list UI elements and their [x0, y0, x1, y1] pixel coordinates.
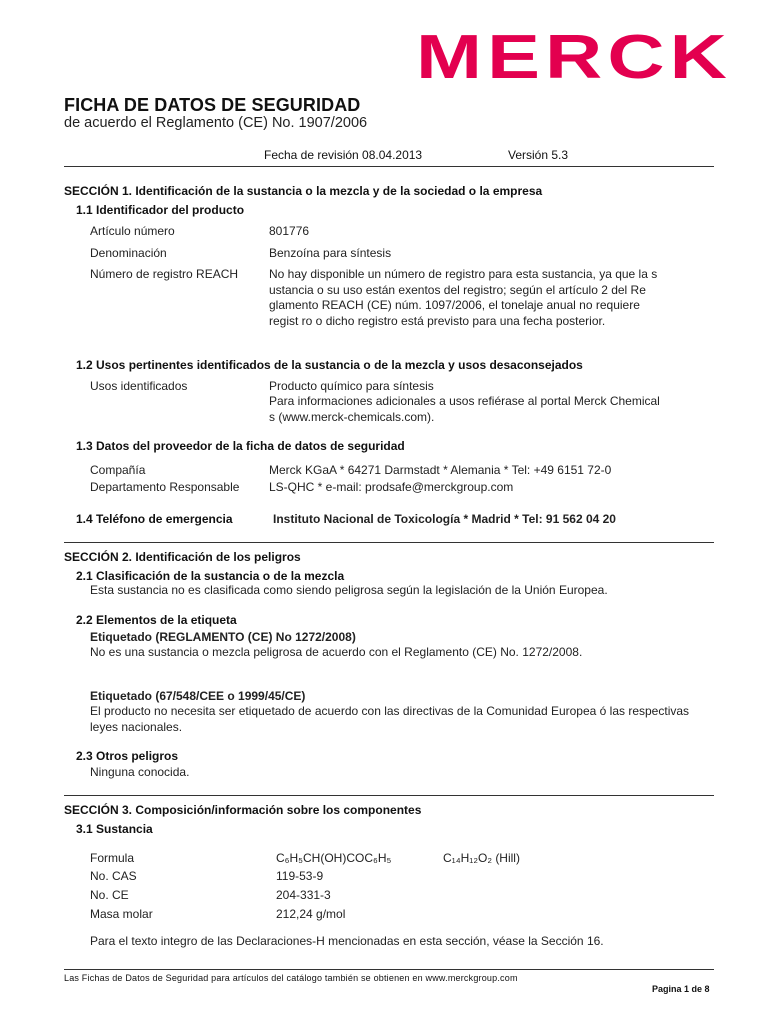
molar-mass-value: 212,24 g/mol	[276, 907, 346, 921]
uses-line-1: Producto químico para síntesis	[269, 379, 434, 393]
label-clp-text: No es una sustancia o mezcla peligrosa de acuerdo con el Reglamento (CE) No. 1272/2008.	[90, 645, 583, 659]
subsection-2-2-heading: 2.2 Elementos de la etiqueta	[76, 613, 237, 627]
cas-value: 119-53-9	[276, 869, 324, 883]
document-subtitle: de acuerdo el Reglamento (CE) No. 1907/2006	[64, 115, 368, 131]
cas-label: No. CAS	[90, 869, 137, 883]
subsection-1-1-heading: 1.1 Identificador del producto	[76, 203, 245, 217]
formula-hill: C₁₄H₁₂O₂ (Hill)	[443, 851, 520, 865]
version: Versión 5.3	[508, 148, 569, 162]
section-3-title: SECCIÓN 3. Composición/información sobre los componentes	[64, 803, 422, 817]
page-number: Pagina 1 de 8	[652, 984, 710, 994]
divider	[64, 542, 714, 543]
label-dsd-heading: Etiquetado (67/548/CEE o 1999/45/CE)	[90, 689, 306, 703]
footer-divider	[64, 969, 714, 970]
label-clp-heading: Etiquetado (REGLAMENTO (CE) No 1272/2008)	[90, 630, 356, 644]
h-statements-note: Para el texto integro de las Declaraciones-H mencionadas en esta sección, véase la Sección 16.	[90, 934, 604, 948]
classification-text: Esta sustancia no es clasificada como siendo peligrosa según la legislación de la Unión Europea.	[90, 583, 608, 597]
uses-label: Usos identificados	[90, 379, 188, 393]
divider	[64, 795, 714, 796]
divider	[64, 166, 714, 167]
company-label: Compañía	[90, 463, 146, 477]
section-1-title: SECCIÓN 1. Identificación de la sustancia o la mezcla y de la sociedad o la empresa	[64, 184, 543, 198]
subsection-2-1-heading: 2.1 Clasificación de la sustancia o de la mezcla	[76, 569, 345, 583]
revision-date: Fecha de revisión 08.04.2013	[264, 148, 423, 162]
company-value: Merck KGaA * 64271 Darmstadt * Alemania * Tel: +49 6151 72-0	[269, 463, 612, 477]
uses-line-2: Para informaciones adicionales a usos refiérase al portal Merck Chemical s (www.merck-chemicals.com).	[269, 394, 660, 424]
subsection-2-3-heading: 2.3 Otros peligros	[76, 749, 179, 763]
subsection-1-4-heading: 1.4 Teléfono de emergencia	[76, 512, 233, 526]
formula-label: Formula	[90, 851, 135, 865]
ce-label: No. CE	[90, 888, 129, 902]
emergency-phone: Instituto Nacional de Toxicología * Madrid * Tel: 91 562 04 20	[273, 512, 616, 526]
label-dsd-text: El producto no necesita ser etiquetado de acuerdo con las directivas de la Comunidad Europea ó las respectivas leyes nacionales.	[90, 704, 690, 734]
section-2-title: SECCIÓN 2. Identificación de los peligros	[64, 550, 301, 564]
subsection-1-2-heading: 1.2 Usos pertinentes identificados de la sustancia o de la mezcla y usos desaconsejados	[76, 358, 583, 372]
denomination-value: Benzoína para síntesis	[269, 246, 392, 260]
article-number-value: 801776	[269, 224, 310, 238]
subsection-1-3-heading: 1.3 Datos del proveedor de la ficha de datos de seguridad	[76, 439, 405, 453]
molar-mass-label: Masa molar	[90, 907, 153, 921]
subsection-3-1-heading: 3.1 Sustancia	[76, 822, 153, 836]
other-hazards-text: Ninguna conocida.	[90, 765, 190, 779]
department-value: LS-QHC * e-mail: prodsafe@merckgroup.com	[269, 480, 514, 494]
footer-text: Las Fichas de Datos de Seguridad para artículos del catálogo también se obtienen en www.merckgroup.com	[64, 973, 518, 983]
formula-value: C₆H₅CH(OH)COC₆H₅	[276, 851, 392, 865]
reach-value: No hay disponible un número de registro para esta sustancia, ya que la s ustancia o su uso están exentos del registro; según el artículo 2 del Re glamento REACH (CE) núm. 1097/2006, el tonelaje anual no requiere regist ro o dicho registro está previsto para una fecha posterior.	[269, 267, 658, 328]
denomination-label: Denominación	[90, 246, 167, 260]
ce-value: 204-331-3	[276, 888, 331, 902]
department-label: Departamento Responsable	[90, 480, 240, 494]
reach-label: Número de registro REACH	[90, 267, 239, 281]
merck-logo	[414, 30, 734, 82]
document-title: FICHA DE DATOS DE SEGURIDAD	[64, 95, 361, 115]
article-number-label: Artículo número	[90, 224, 175, 238]
brand-wordmark: MERCK	[416, 30, 732, 82]
